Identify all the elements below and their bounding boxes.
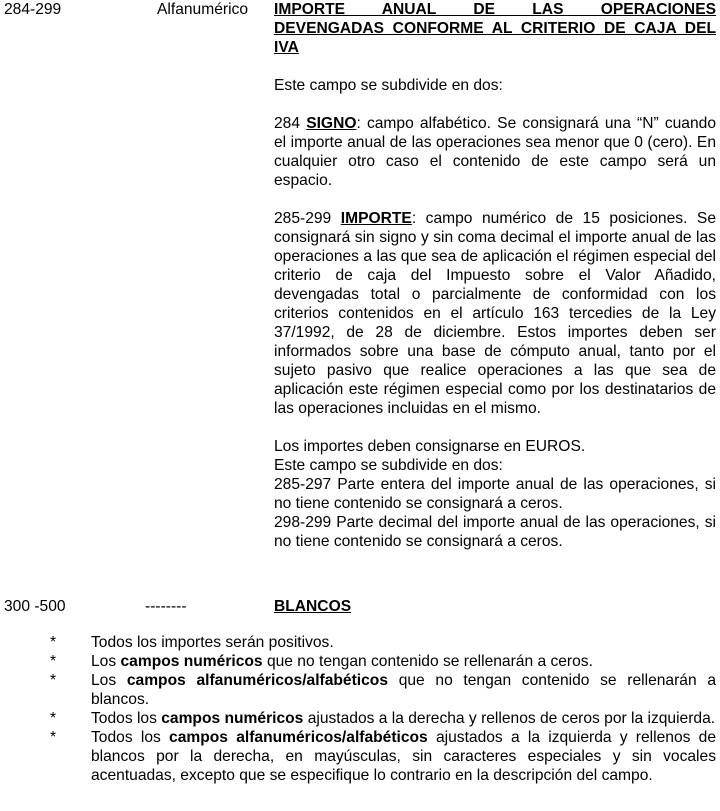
note-item — [0, 728, 720, 785]
row-position-300-500: 300 -500 — [4, 598, 66, 615]
signo-text: : campo alfabético. Se consignará una “N” cuando el importe anual de las operaciones sea menor que 0 (cero). En cualquier otro caso el contenido de este campo será un espacio. — [274, 115, 716, 189]
note-item — [0, 709, 720, 728]
note-text: ajustados a la derecha y rellenos de ceros por la izquierda. — [303, 710, 716, 727]
integer-part-note: 285-297 Parte entera del importe anual de las operaciones, si no tiene contenido se consignará a ceros. — [274, 476, 716, 512]
bullet-asterisk: * — [50, 672, 57, 689]
field-title-line-3: IVA — [274, 39, 299, 56]
subdivide-intro: Este campo se subdivide en dos: — [274, 77, 503, 94]
subdivide-note: Este campo se subdivide en dos: — [274, 457, 503, 474]
note-text: Todos los importes serán positivos. — [91, 634, 334, 651]
importe-code: 285-299 — [274, 210, 332, 227]
note-text: Todos los — [91, 729, 170, 746]
row-type-alfanumerico: Alfanumérico — [157, 1, 249, 18]
field-title-blancos: BLANCOS — [274, 598, 352, 615]
bullet-asterisk: * — [50, 710, 57, 727]
bullet-asterisk: * — [50, 653, 57, 670]
note-text: Los — [91, 672, 127, 689]
row-type-dashes: -------- — [145, 598, 187, 615]
note-item — [0, 652, 720, 671]
signo-keyword: SIGNO — [306, 115, 357, 132]
row-description-blancos — [274, 597, 716, 616]
bullet-asterisk: * — [50, 729, 57, 746]
importe-keyword: IMPORTE — [340, 210, 412, 227]
note-item — [0, 633, 720, 652]
decimal-part-note: 298-299 Parte decimal del importe anual de las operaciones, si no tiene contenido se consignará a ceros. — [274, 514, 716, 550]
note-text: Todos los — [91, 710, 162, 727]
note-text: que no tengan contenido se rellenarán a blancos. — [91, 672, 716, 708]
note-emphasis: campos numéricos — [120, 653, 263, 670]
signo-paragraph — [274, 114, 716, 190]
note-emphasis: campos alfanuméricos/alfabéticos — [169, 729, 428, 746]
currency-note: Los importes deben consignarse en EUROS. — [274, 438, 586, 455]
bullet-asterisk: * — [50, 634, 57, 651]
field-title-line-2: DEVENGADAS CONFORME AL CRITERIO DE CAJA DEL — [274, 20, 716, 37]
importe-paragraph — [274, 209, 716, 418]
note-text: Los — [91, 653, 121, 670]
field-title-line-1: IMPORTE ANUAL DE LAS OPERACIONES — [274, 1, 716, 18]
note-item — [0, 671, 720, 709]
note-text: que no tengan contenido se rellenarán a ceros. — [262, 653, 593, 670]
importe-text: : campo numérico de 15 posiciones. Se consignará sin signo y sin coma decimal el importe anual de las operaciones a las que sea de aplicación el régimen especial del criterio de caja del Impuesto sobre el Valor Añadido, devengadas total o parcialmente de conformidad con los criterios contenidos en el artículo 163 tercedies de la Ley 37/1992, de 28 de diciembre. Estos importes deben ser informados sobre una base de cómputo anual, tanto por el sujeto pasivo que realice operaciones a las que sea de aplicación este régimen especial como por los destinatarios de las operaciones incluidas en el mismo. — [274, 210, 716, 417]
notes-list — [0, 633, 720, 785]
signo-code: 284 — [274, 115, 301, 132]
row-description-284-299 — [274, 0, 716, 551]
note-text: ajustados a la izquierda y rellenos de blancos por la derecha, en mayúsculas, sin caracteres especiales y sin vocales acentuadas, excepto que se especifique lo contrario en la descripción del campo. — [91, 729, 716, 784]
note-emphasis: campos alfanuméricos/alfabéticos — [126, 672, 388, 689]
row-position-284-299: 284-299 — [4, 1, 62, 18]
note-emphasis: campos numéricos — [161, 710, 304, 727]
